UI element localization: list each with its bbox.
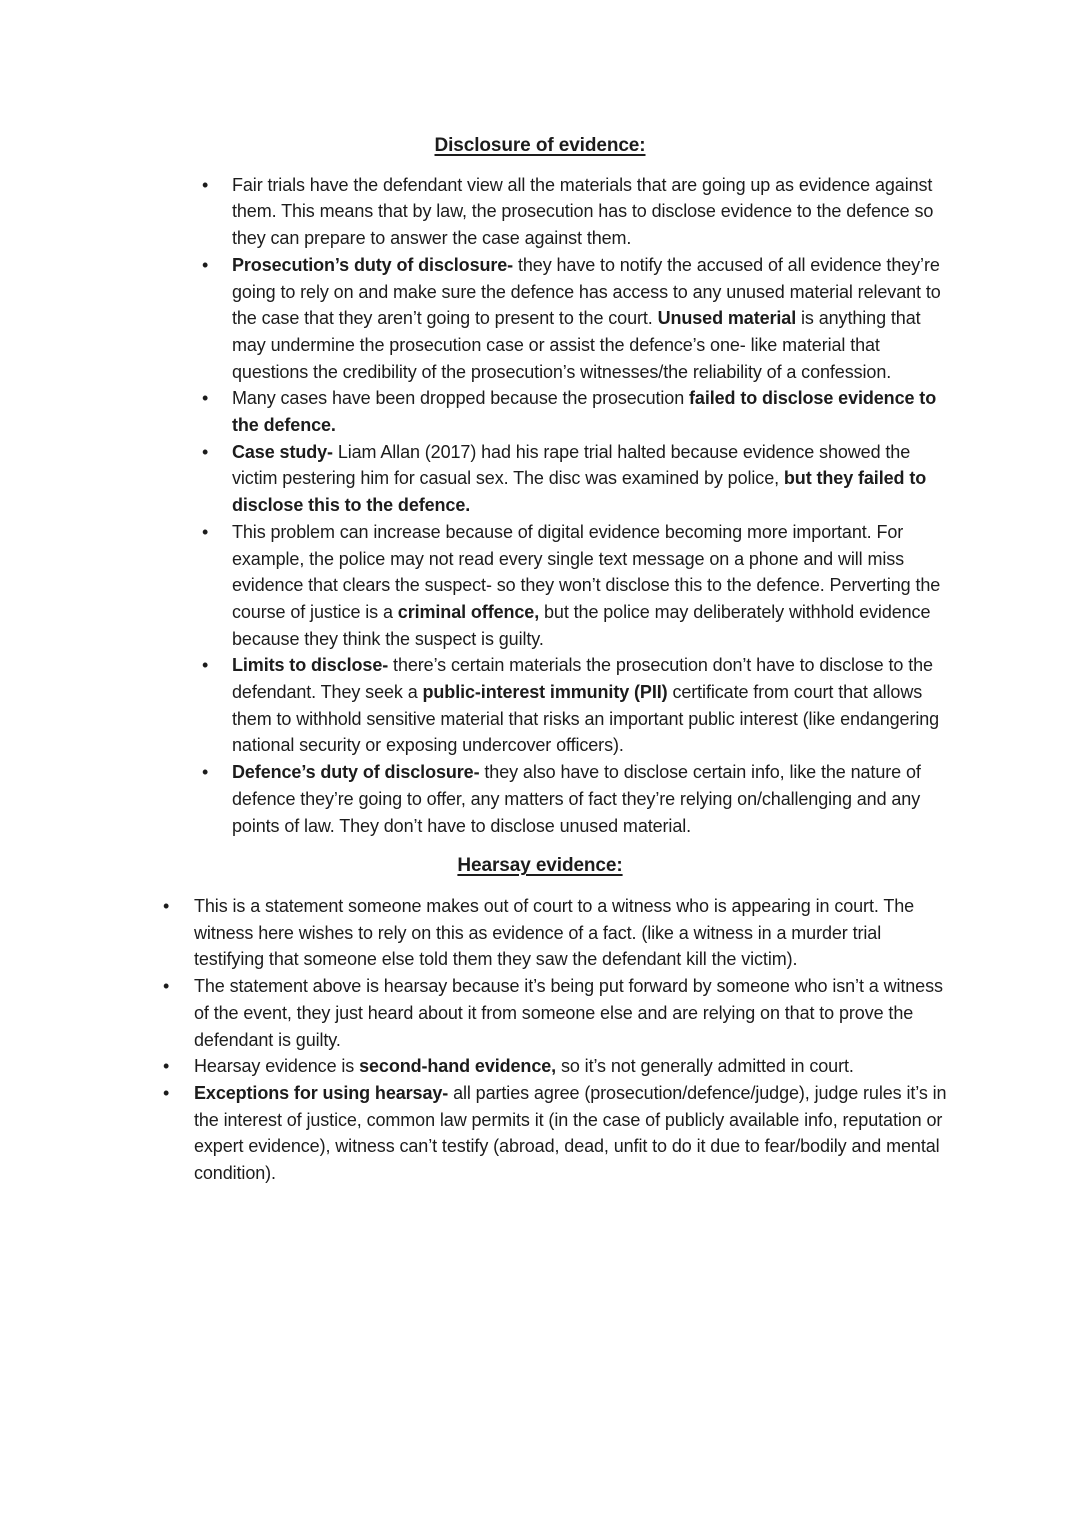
- list-item-text: Prosecution’s duty of disclosure- they have to notify the accused of all evidence they’re going to rely on and make sure the defence has access to any unused material relevant to the case that they aren’t going to present to the court. Unused material is anything that may undermine the prosecution case or assist the defence’s one- like material that questions the credibility of the prosecution’s witnesses/the reliability of a confession.: [232, 254, 941, 382]
- list-item: [163, 1053, 956, 1080]
- bullet-icon: •: [202, 388, 209, 409]
- bullet-icon: •: [202, 174, 209, 195]
- bullet-icon: •: [202, 254, 209, 275]
- bullet-list-disclosure: [0, 172, 1080, 840]
- section-heading-hearsay: Hearsay evidence:: [457, 855, 623, 877]
- list-item-text: This is a statement someone makes out of court to a witness who is appearing in court. The witness here wishes to rely on this as evidence of a fact. (like a witness in a murder trial testifying that someone else told them they saw the defendant kill the victim).: [194, 895, 915, 970]
- bullet-icon: •: [163, 1056, 170, 1077]
- list-item-text: Hearsay evidence is second-hand evidence, so it’s not generally admitted in court.: [194, 1056, 854, 1077]
- bullet-icon: •: [202, 762, 209, 783]
- list-item-text: Case study- Liam Allan (2017) had his rape trial halted because evidence showed the victim pestering him for casual sex. The disc was examined by police, but they failed to disclose this to the defence.: [232, 441, 927, 516]
- bullet-icon: •: [202, 655, 209, 676]
- list-item-text: Defence’s duty of disclosure- they also have to disclose certain info, like the nature of defence they’re going to offer, any matters of fact they’re relying on/challenging and any points of law. They don’t have to disclose unused material.: [232, 762, 921, 836]
- list-item-text: Fair trials have the defendant view all the materials that are going up as evidence against them. This means that by law, the prosecution has to disclose evidence to the defence so they can prepare to answer the case against them.: [232, 174, 934, 249]
- list-item: [202, 252, 956, 386]
- list-item-text: Exceptions for using hearsay- all parties agree (prosecution/defence/judge), judge rules it’s in the interest of justice, common law permits it (in the case of publicly available info, reputation or expert evidence), witness can’t testify (abroad, dead, unfit to do it due to fear/bodily and mental condition).: [194, 1082, 947, 1184]
- list-item-text: Limits to disclose- there’s certain materials the prosecution don’t have to disclose to the defendant. They seek a public-interest immunity (PII) certificate from court that allows them to withhold sensitive material that risks an important public interest (like endangering national security or exposing undercover officers).: [232, 655, 940, 756]
- bullet-icon: •: [163, 895, 170, 916]
- list-item: [163, 1080, 956, 1187]
- list-item: [202, 385, 956, 438]
- section-heading-disclosure: Disclosure of evidence:: [434, 135, 646, 156]
- list-item-text: The statement above is hearsay because it’s being put forward by someone who isn’t a witness of the event, they just heard about it from someone else and are relying on that to prove the defendant is guilty.: [194, 976, 943, 1050]
- list-item: [202, 519, 956, 653]
- bullet-icon: •: [163, 976, 170, 997]
- bullet-icon: •: [202, 441, 209, 462]
- list-item-text: Many cases have been dropped because the prosecution failed to disclose evidence to the defence.: [232, 388, 937, 436]
- list-item: [163, 893, 956, 973]
- bullet-list-hearsay: [0, 893, 1080, 1187]
- list-item: [202, 759, 956, 839]
- list-item-text: This problem can increase because of digital evidence becoming more important. For example, the police may not read every single text message on a phone and will miss evidence that clears the suspect- so they won’t disclose this to the defence. Perverting the course of justice is a criminal offence, but the police may deliberately withhold evidence because they think the suspect is guilty.: [232, 521, 941, 649]
- list-item: [163, 973, 956, 1053]
- bullet-icon: •: [202, 521, 209, 542]
- bullet-icon: •: [163, 1082, 170, 1103]
- list-item: [202, 439, 956, 519]
- list-item: [202, 172, 956, 252]
- list-item: [202, 652, 956, 759]
